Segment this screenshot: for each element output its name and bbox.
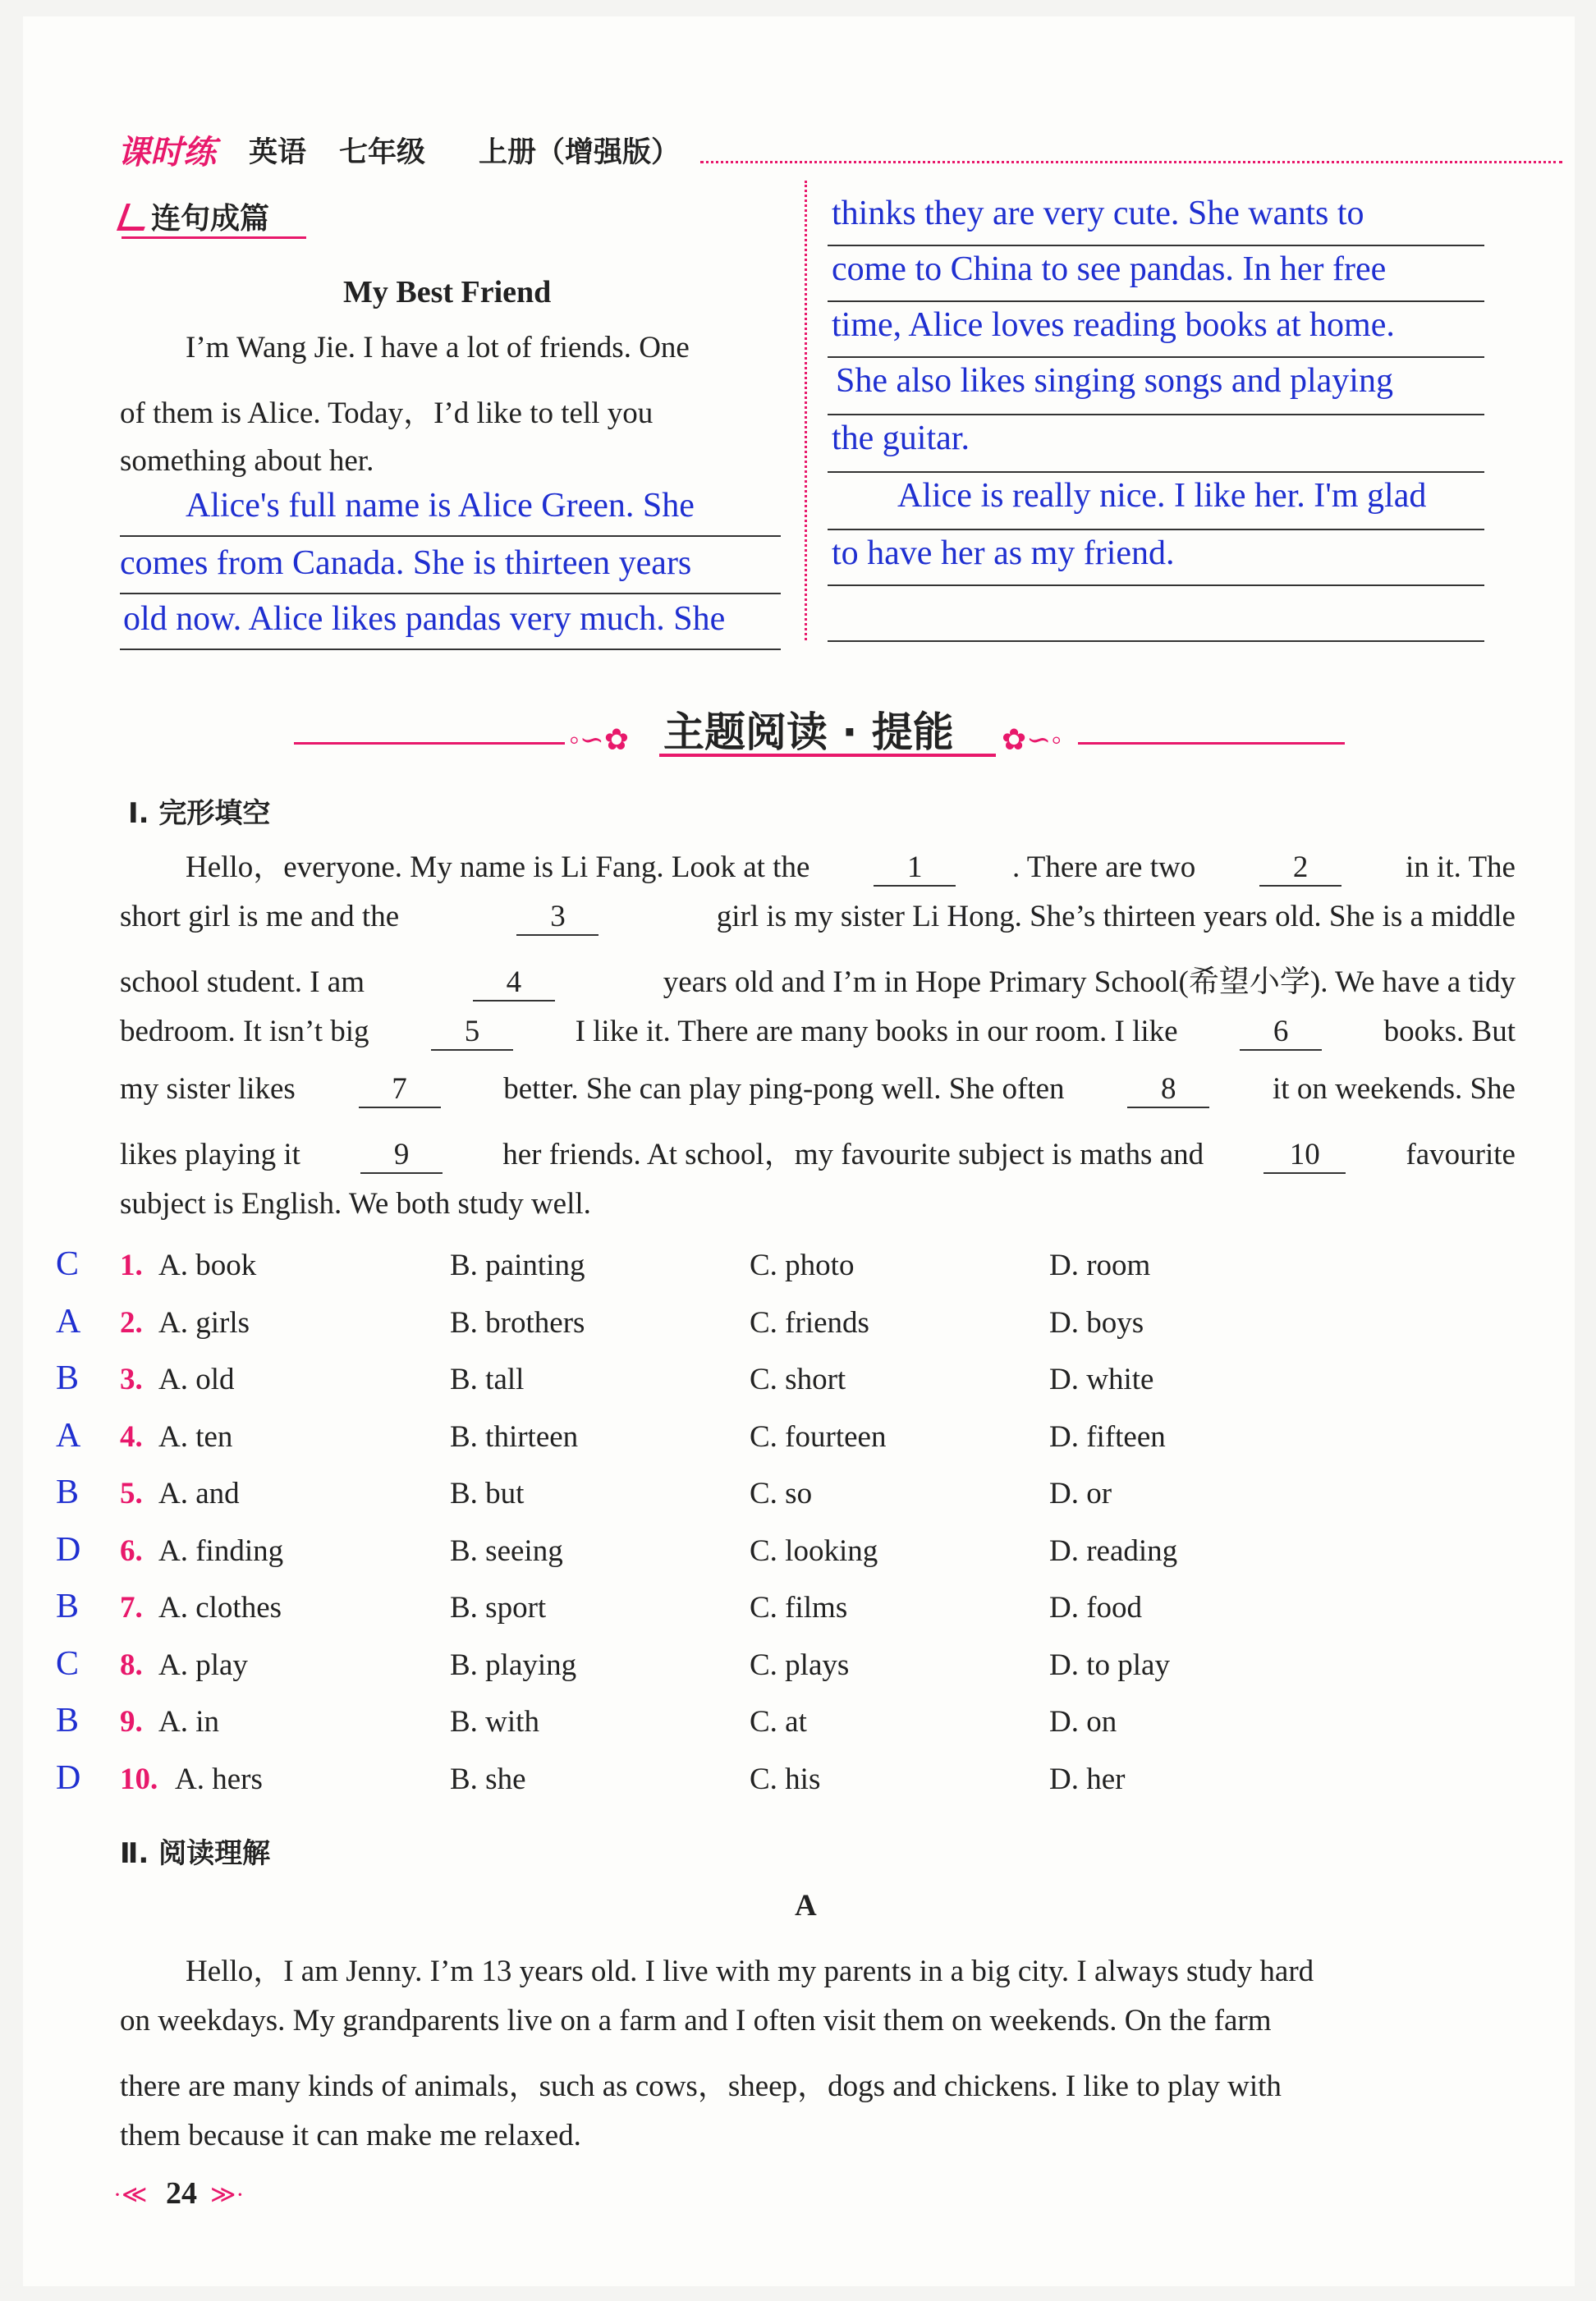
cloze-text: girl is my sister Li Hong. She’s thirteen years old. She is a middle: [709, 900, 1516, 933]
cloze-text: . There are two: [1011, 850, 1204, 884]
answer-option: C. friends: [750, 1305, 869, 1340]
answer-option: B. playing: [450, 1648, 577, 1682]
writing-line: [828, 471, 1484, 473]
cloze-line: [120, 1014, 1516, 1051]
handwritten-answer: A: [56, 1416, 81, 1455]
page-number: 24: [166, 2176, 197, 2211]
answer-option: D. to play: [1049, 1648, 1170, 1682]
answer-option: B. seeing: [450, 1533, 563, 1568]
cloze-blank: 10: [1264, 1137, 1346, 1174]
cloze-text: her friends. At school，my favourite subject is maths and: [494, 1138, 1212, 1171]
stack-icon: [117, 204, 154, 231]
cloze-line: [120, 1129, 1516, 1174]
answer-option: C. at: [750, 1705, 807, 1739]
answer-option: B. she: [450, 1762, 526, 1796]
cloze-blank: 2: [1259, 850, 1341, 887]
workbook-page: [23, 16, 1575, 2286]
cloze-text: in it. The: [1397, 850, 1516, 884]
section-banner: [294, 690, 1345, 763]
writing-line: [828, 414, 1484, 415]
writing-line: [828, 300, 1484, 302]
header-dotted-rule: [700, 161, 1562, 163]
cloze-line: [120, 1186, 1516, 1222]
brand-logo: 课时练: [117, 134, 216, 172]
intro-line-2: of them is Alice. Today，I’d like to tell you: [120, 396, 654, 430]
answer-option: D. white: [1049, 1363, 1154, 1396]
handwritten-answer: B: [56, 1588, 80, 1625]
cloze-text: my sister likes: [120, 1072, 304, 1106]
answer-option: B. tall: [450, 1363, 525, 1396]
cloze-text: bedroom. It isn’t big: [120, 1015, 377, 1048]
part1-label: Ⅰ. 完形填空: [128, 797, 271, 830]
cloze-text: subject is English. We both study well.: [120, 1187, 591, 1221]
hand-right-line-4: She also likes singing songs and playing: [836, 362, 1393, 400]
handwritten-answer: B: [56, 1359, 80, 1397]
answer-option: C. looking: [750, 1533, 878, 1568]
cloze-blank: 7: [359, 1071, 441, 1108]
answer-option: D. on: [1049, 1705, 1117, 1739]
answer-option: A. and: [158, 1477, 240, 1510]
question-number: 6.: [120, 1533, 143, 1568]
question-number: 9.: [120, 1705, 143, 1739]
header-volume: 上册（增强版）: [479, 136, 681, 169]
question-number: 2.: [120, 1305, 143, 1340]
cloze-text: likes playing it: [120, 1138, 309, 1171]
answer-option: D. or: [1049, 1477, 1112, 1510]
handwritten-answer: C: [56, 1644, 80, 1683]
footer-left-ornament-icon: ·≪: [113, 2181, 148, 2208]
cloze-text: school student. I am: [120, 965, 373, 999]
intro-line-1: I’m Wang Jie. I have a lot of friends. One: [186, 331, 690, 364]
section-label-text: 连句成篇: [151, 202, 270, 236]
page-footer: [113, 2175, 277, 2216]
cloze-blank: 5: [431, 1014, 513, 1051]
answer-option: A. book: [158, 1249, 257, 1282]
hand-left-line-2: comes from Canada. She is thirteen years: [120, 544, 692, 582]
cloze-blank: 3: [516, 899, 598, 936]
cloze-text: books. But: [1376, 1015, 1516, 1048]
cloze-text: I like it. There are many books in our room. I like: [567, 1015, 1186, 1048]
cloze-line: [120, 956, 1516, 1002]
part2-label: Ⅱ. 阅读理解: [120, 1837, 271, 1870]
handwritten-answer: B: [56, 1702, 80, 1740]
answer-option: A. in: [158, 1705, 219, 1739]
hand-left-line-1: Alice's full name is Alice Green. She: [186, 487, 695, 525]
answer-option: D. fifteen: [1049, 1419, 1166, 1454]
cloze-text: Hello，everyone. My name is Li Fang. Look at the: [186, 850, 818, 884]
question-number: 8.: [120, 1648, 143, 1682]
cloze-line: [120, 1071, 1516, 1108]
cloze-blank: 9: [360, 1137, 443, 1174]
handwritten-answer: C: [56, 1245, 80, 1283]
answer-option: A. old: [158, 1363, 235, 1396]
hand-right-line-6: Alice is really nice. I like her. I'm glad: [897, 477, 1427, 515]
cloze-blank: 4: [473, 965, 555, 1002]
answer-option: A. play: [158, 1648, 248, 1682]
answer-option: C. so: [750, 1477, 813, 1510]
question-number: 7.: [120, 1591, 143, 1625]
answer-option: D. food: [1049, 1591, 1143, 1625]
flourish-right-icon: ✿∽◦: [1002, 723, 1062, 756]
cloze-line: [186, 841, 1516, 887]
answer-option: A. finding: [158, 1533, 284, 1568]
banner-title: 主题阅读 · 提能: [663, 708, 954, 756]
writing-line: [828, 640, 1484, 642]
answer-option: C. films: [750, 1591, 848, 1625]
answer-option: A. ten: [158, 1419, 233, 1454]
answer-option: B. but: [450, 1477, 525, 1510]
writing-line: [120, 649, 781, 650]
question-number: 10.: [120, 1762, 158, 1796]
cloze-text: favourite: [1398, 1138, 1516, 1171]
writing-line: [828, 584, 1484, 586]
hand-right-line-1: thinks they are very cute. She wants to: [832, 195, 1364, 232]
hand-right-line-5: the guitar.: [832, 419, 970, 457]
handwritten-answer: B: [56, 1474, 80, 1511]
answer-option: B. sport: [450, 1591, 547, 1625]
cloze-text: short girl is me and the: [120, 900, 407, 933]
banner-rule-right: [1078, 742, 1345, 745]
cloze-line: [120, 899, 1516, 936]
answer-option: D. her: [1049, 1762, 1126, 1796]
answer-option: B. with: [450, 1705, 539, 1739]
answer-option: C. plays: [750, 1648, 850, 1682]
cloze-text: years old and I’m in Hope Primary School(希望小学). We have a tidy: [655, 965, 1516, 999]
hand-right-line-3: time, Alice loves reading books at home.: [832, 306, 1395, 344]
answer-option: A. girls: [158, 1305, 250, 1340]
hand-left-line-3: old now. Alice likes pandas very much. She: [123, 600, 726, 638]
writing-line: [828, 245, 1484, 246]
column-divider: [805, 181, 807, 640]
answer-option: C. his: [750, 1762, 821, 1796]
banner-underline: [659, 754, 996, 757]
section-label-underline: [122, 236, 306, 239]
cloze-blank: 6: [1240, 1014, 1322, 1051]
cloze-text: it on weekends. She: [1264, 1072, 1516, 1106]
answer-option: D. reading: [1049, 1533, 1178, 1568]
answer-option: A. clothes: [158, 1591, 282, 1625]
hand-right-line-7: to have her as my friend.: [832, 534, 1175, 572]
answer-option: D. room: [1049, 1249, 1151, 1282]
handwritten-answer: A: [56, 1302, 81, 1341]
banner-rule-left: [294, 742, 565, 745]
question-number: 5.: [120, 1477, 143, 1510]
writing-line: [120, 535, 781, 537]
reading-line-3: there are many kinds of animals，such as cows，sheep，dogs and chickens. I like to play with: [120, 2070, 1282, 2103]
flourish-left-icon: ◦∽✿: [569, 723, 630, 756]
handwritten-answer: D: [56, 1758, 81, 1797]
intro-line-3: something about her.: [120, 444, 374, 478]
reading-line-2: on weekdays. My grandparents live on a farm and I often visit them on weekends. On the farm: [120, 2004, 1272, 2037]
question-number: 4.: [120, 1419, 143, 1454]
cloze-blank: 1: [874, 850, 956, 887]
cloze-blank: 8: [1127, 1071, 1209, 1108]
writing-line: [828, 529, 1484, 530]
answer-option: A. hers: [175, 1762, 263, 1796]
reading-line-1: Hello，I am Jenny. I’m 13 years old. I live with my parents in a big city. I always study hard: [186, 1955, 1314, 1988]
answer-option: B. brothers: [450, 1305, 585, 1340]
footer-right-ornament-icon: ≫·: [210, 2181, 245, 2208]
answer-option: C. short: [750, 1363, 846, 1396]
page-header: [117, 121, 1562, 174]
cloze-text: better. She can play ping-pong well. She often: [495, 1072, 1072, 1106]
answer-option: B. thirteen: [450, 1419, 579, 1454]
answer-option: C. photo: [750, 1249, 855, 1282]
essay-title: My Best Friend: [343, 275, 552, 309]
answer-option: C. fourteen: [750, 1419, 887, 1454]
header-grade: 七年级: [339, 136, 426, 169]
writing-line: [120, 593, 781, 594]
header-subject: 英语: [249, 136, 307, 169]
question-number: 3.: [120, 1363, 143, 1396]
hand-right-line-2: come to China to see pandas. In her free: [832, 250, 1387, 288]
handwritten-answer: D: [56, 1530, 81, 1569]
question-number: 1.: [120, 1249, 143, 1282]
answer-option: D. boys: [1049, 1305, 1144, 1340]
passage-label: A: [795, 1889, 817, 1923]
answer-option: B. painting: [450, 1249, 585, 1282]
reading-line-4: them because it can make me relaxed.: [120, 2119, 581, 2152]
writing-line: [828, 356, 1484, 358]
